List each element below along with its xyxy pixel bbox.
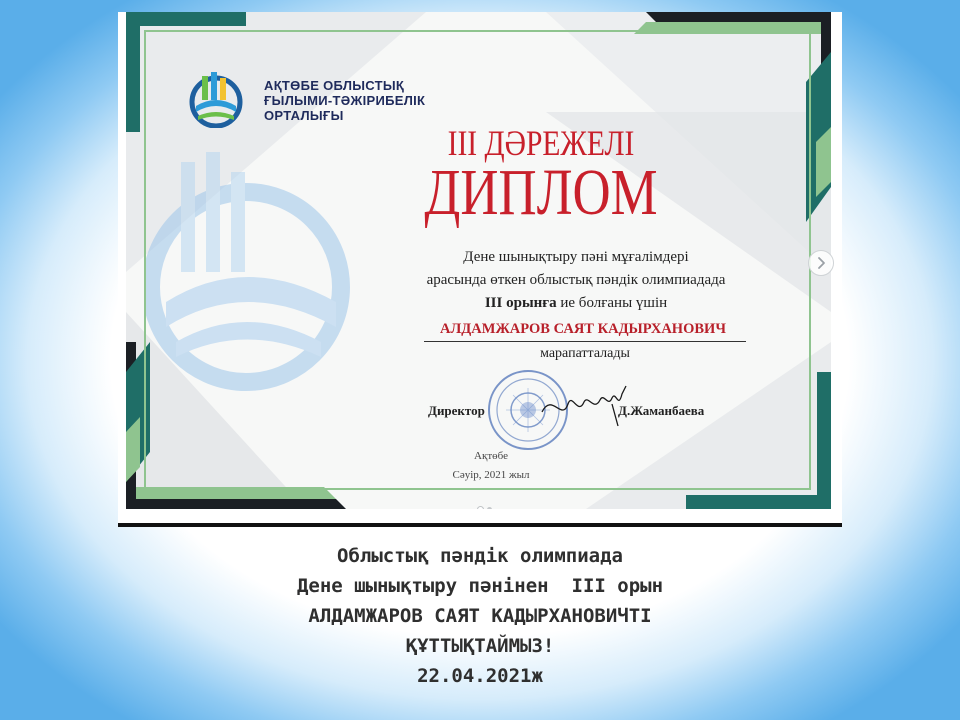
diploma-date: Сәуір, 2021 жыл <box>452 469 530 481</box>
director-name: Д.Жаманбаева <box>618 403 705 418</box>
chevron-right-icon <box>809 251 833 275</box>
caption-line: Облыстық пәндік олимпиада <box>337 545 623 567</box>
diploma-body-line: Дене шынықтыру пәні мұғалімдері <box>463 249 689 265</box>
caption-line: АЛДАМЖАРОВ САЯТ КАДЫРХАНОВИЧТІ <box>308 605 652 627</box>
diploma-image <box>126 12 831 509</box>
diploma-place: III орынға <box>484 295 557 311</box>
diploma-city: Ақтөбе <box>474 450 508 462</box>
post-image-card <box>118 12 842 527</box>
caption-line: Дене шынықтыру пәнінен III орын <box>296 575 664 597</box>
caption-line: ҚҰТТЫҚТАЙМЫЗ! <box>405 635 555 657</box>
diploma-degree: III ДӘРЕЖЕЛІ <box>447 123 635 163</box>
congratulation-caption <box>150 541 810 691</box>
carousel-dot-1[interactable] <box>478 507 483 509</box>
caption-line: 22.04.2021ж <box>417 665 543 687</box>
org-name-line: ОРТАЛЫҒЫ <box>264 108 344 123</box>
diploma-recipient: АЛДАМЖАРОВ САЯТ КАДЫРХАНОВИЧ <box>440 321 726 337</box>
diploma-awarded: марапатталады <box>540 346 630 361</box>
carousel-dot-2[interactable] <box>487 507 492 509</box>
recipient-underline <box>424 341 746 342</box>
org-name <box>264 78 425 123</box>
org-name-line: ҒЫЛЫМИ-ТӘЖІРИБЕЛІК <box>264 93 426 108</box>
book-watermark-icon <box>146 152 361 392</box>
org-name-line: АҚТӨБЕ ОБЛЫСТЫҚ <box>264 78 405 93</box>
org-logo-icon <box>188 70 244 128</box>
carousel-dots <box>478 499 496 505</box>
diploma-body-text <box>406 246 746 315</box>
director-label: Директор <box>428 403 485 418</box>
diploma-place-rest: ие болғаны үшін <box>556 295 668 311</box>
diploma-body-line: арасында өткен облыстық пәндік олимпиадада <box>426 272 726 288</box>
diploma-title: ДИПЛОМ <box>424 156 658 229</box>
diploma-place-line <box>406 292 746 315</box>
carousel-next-button[interactable] <box>808 250 834 276</box>
